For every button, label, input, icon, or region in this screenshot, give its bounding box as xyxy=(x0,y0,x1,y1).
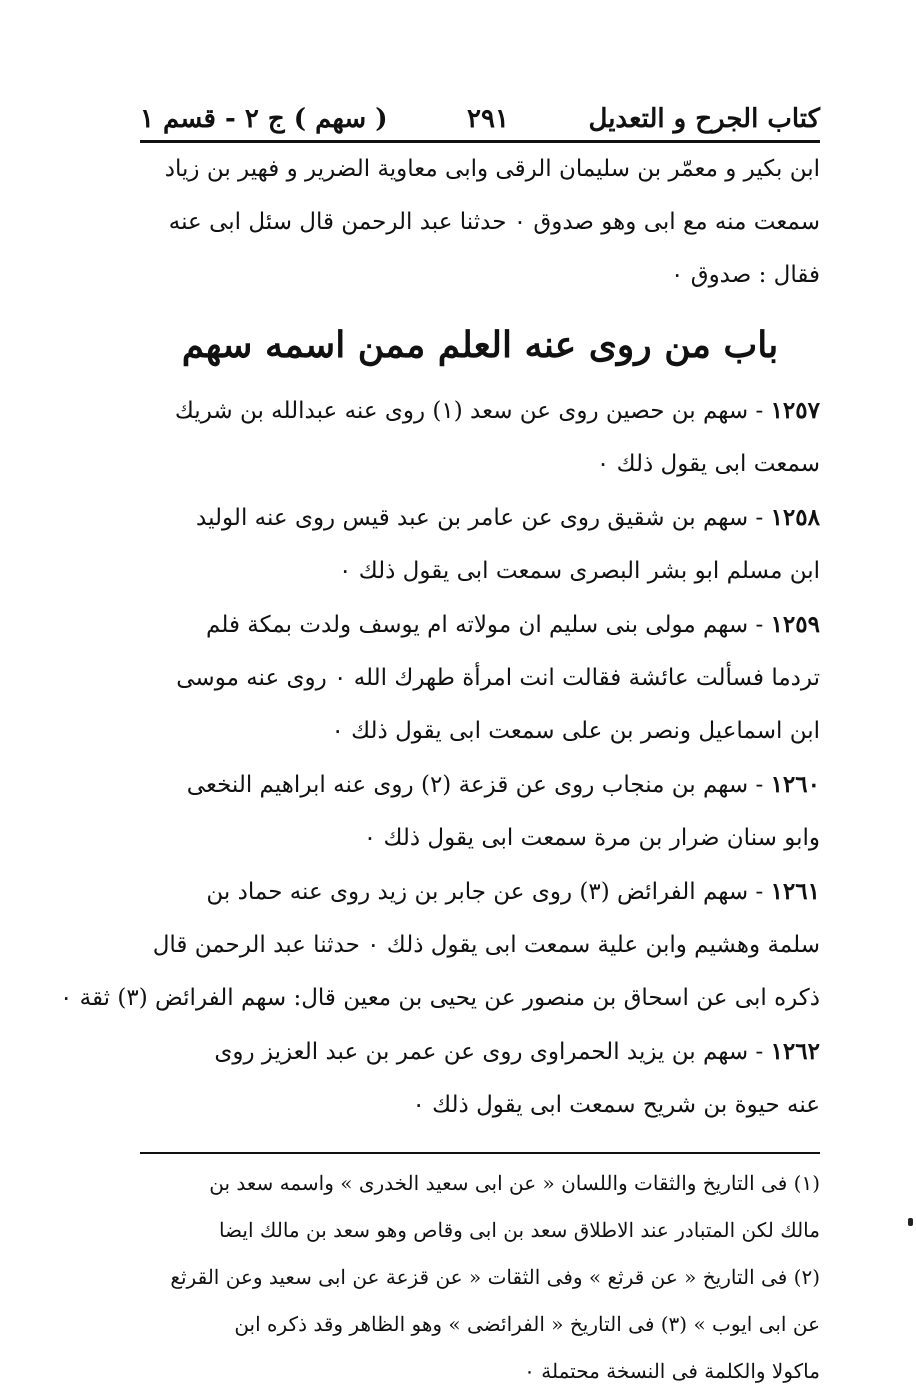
text-line: سمعت منه مع ابى وهو صدوق ٠ حدثنا عبد الرحمن قال سئل ابى عنه xyxy=(168,209,820,235)
entry-number: ١٢٦١ xyxy=(770,878,820,905)
entry-number: ١٢٥٩ xyxy=(770,611,820,638)
entry-text: ذكره ابى عن اسحاق بن منصور عن يحيى بن معين قال: سهم الفرائض (٣) ثقة ٠ xyxy=(60,985,820,1011)
section-heading: باب من روى عنه العلم ممن اسمه سهم xyxy=(181,324,779,366)
entry-number: ١٢٥٧ xyxy=(770,397,820,424)
entry-number: ١٢٦٠ xyxy=(770,771,820,798)
text-line: فقال : صدوق ٠ xyxy=(671,262,820,288)
entry-text: تردما فسألت عائشة فقالت انت امرأة طهرك الله ٠ روى عنه موسى xyxy=(176,665,820,691)
book-title: كتاب الجرح و التعديل xyxy=(588,104,820,134)
footnote-line: (٢) فى التاريخ « عن قرثع » وفى الثقات « عن قزعة عن ابى سعيد وعن القرثع xyxy=(170,1265,820,1289)
footnote-line: ماكولا والكلمة فى النسخة محتملة ٠ xyxy=(524,1359,820,1383)
entry-text: عنه حيوة بن شريح سمعت ابى يقول ذلك ٠ xyxy=(412,1092,820,1118)
entry-text: - سهم بن حصين روى عن سعد (١) روى عنه عبدالله بن شريك xyxy=(174,398,764,424)
footnotes xyxy=(140,1160,820,1395)
entry-text: وابو سنان ضرار بن مرة سمعت ابى يقول ذلك ٠ xyxy=(363,825,820,851)
intro-paragraph xyxy=(140,143,820,302)
entry-number: ١٢٥٨ xyxy=(770,504,820,531)
entry-text: - سهم مولى بنى سليم ان مولاته ام يوسف ولدت بمكة فلم xyxy=(206,612,764,638)
page-header xyxy=(140,80,820,143)
entry-text: ابن مسلم ابو بشر البصرى سمعت ابى يقول ذلك ٠ xyxy=(339,558,820,584)
entry-1262 xyxy=(140,1025,820,1132)
entry-1258 xyxy=(140,491,820,598)
footnote-divider xyxy=(140,1152,820,1154)
entry-1259 xyxy=(140,598,820,758)
entry-text: - سهم بن شقيق روى عن عامر بن عبد قيس روى عنه الوليد xyxy=(196,505,764,531)
entry-text: - سهم بن منجاب روى عن قزعة (٢) روى عنه ابراهيم النخعى xyxy=(186,772,764,798)
footnote-line: (١) فى التاريخ والثقات واللسان « عن ابى سعيد الخدرى » واسمه سعد بن xyxy=(209,1171,820,1195)
entry-1261 xyxy=(60,865,820,1025)
footnote-line: مالك لكن المتبادر عند الاطلاق سعد بن ابى وقاص وهو سعد بن مالك ايضا xyxy=(218,1218,820,1242)
footnote-line: عن ابى ايوب » (٣) فى التاريخ « الفرائضى » وهو الظاهر وقد ذكره ابن xyxy=(234,1312,820,1336)
entry-number: ١٢٦٢ xyxy=(770,1038,820,1065)
book-page xyxy=(60,80,820,1395)
entry-text: سمعت ابى يقول ذلك ٠ xyxy=(596,451,820,477)
entry-text: سلمة وهشيم وابن علية سمعت ابى يقول ذلك ٠ حدثنا عبد الرحمن قال xyxy=(152,932,820,958)
entry-text: - سهم الفرائض (٣) روى عن جابر بن زيد روى عنه حماد بن xyxy=(206,879,764,905)
entry-1257 xyxy=(140,384,820,491)
entry-text: - سهم بن يزيد الحمراوى روى عن عمر بن عبد العزيز روى xyxy=(214,1039,764,1065)
page-number: ٢٩١ xyxy=(467,104,509,134)
entry-text: ابن اسماعيل ونصر بن على سمعت ابى يقول ذلك ٠ xyxy=(331,718,820,744)
ink-speck xyxy=(908,1218,913,1226)
volume-info: ( سهم ) ج ٢ - قسم ١ xyxy=(140,104,388,134)
text-line: ابن بكير و معمّر بن سليمان الرقى وابى معاوية الضرير و فهير بن زياد xyxy=(164,156,820,182)
entry-1260 xyxy=(140,758,820,865)
